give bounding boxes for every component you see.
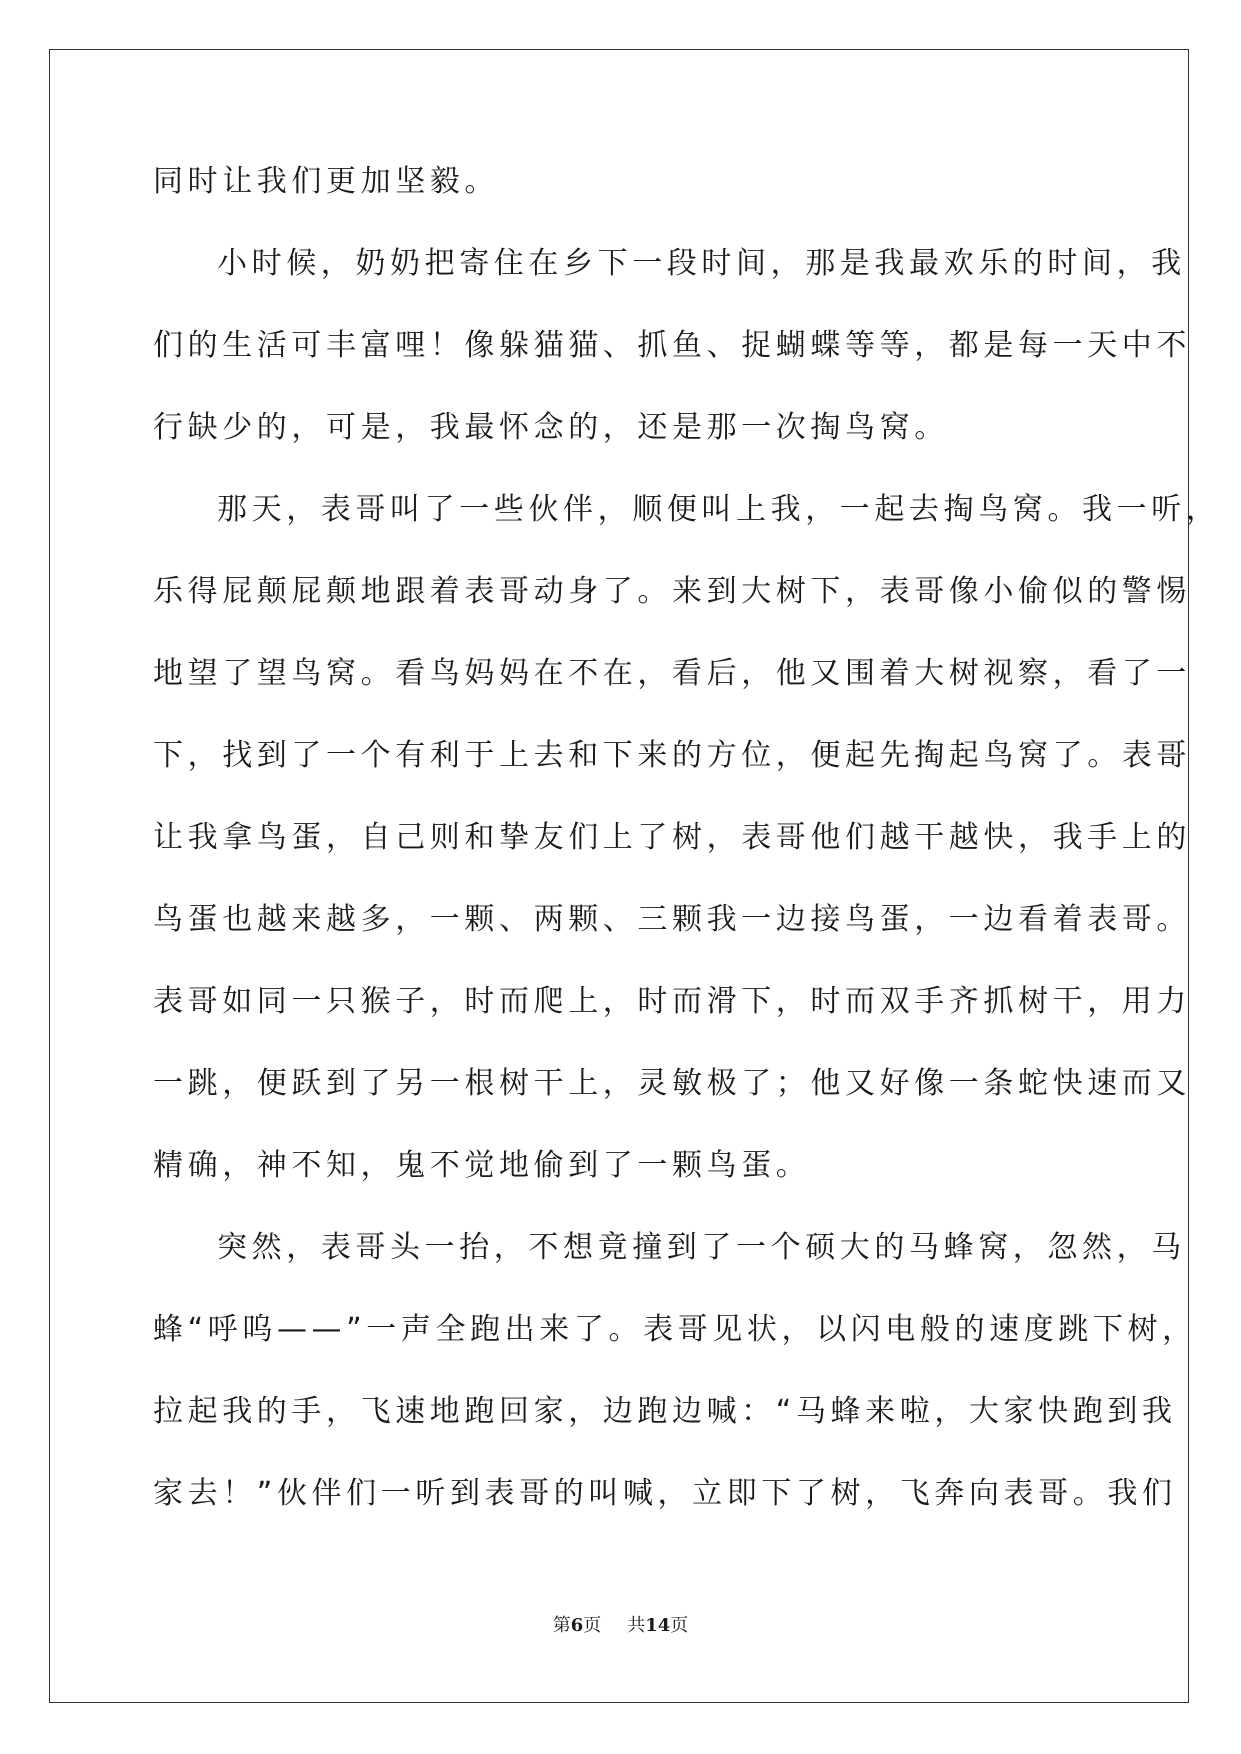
text-line: 突然，表哥头一抬，不想竟撞到了一个硕大的马蜂窝，忽然，马 xyxy=(217,1230,1186,1265)
total-suffix: 页 xyxy=(670,1615,689,1636)
total-prefix: 共 xyxy=(627,1615,646,1636)
page-suffix: 页 xyxy=(583,1615,602,1636)
text-line: 蜂“呼呜——”一声全跑出来了。表哥见状，以闪电般的速度跳下树， xyxy=(153,1312,1197,1347)
text-line: 那天，表哥叫了一些伙伴，顺便叫上我，一起去掏鸟窝。我一听， xyxy=(217,492,1221,527)
text-line: 行缺少的，可是，我最怀念的，还是那一次掏鸟窝。 xyxy=(153,410,949,445)
text-line: 们的生活可丰富哩！像躲猫猫、抓鱼、捉蝴蝶等等，都是每一天中不 xyxy=(153,328,1191,363)
text-line: 精确，神不知，鬼不觉地偷到了一颗鸟蛋。 xyxy=(153,1148,811,1183)
total-pages: 14 xyxy=(645,1615,671,1636)
text-line: 乐得屁颠屁颠地跟着表哥动身了。来到大树下，表哥像小偷似的警惕 xyxy=(153,574,1191,609)
text-line: 一跳，便跃到了另一根树干上，灵敏极了；他又好像一条蛇快速而又 xyxy=(153,1066,1191,1101)
text-line: 鸟蛋也越来越多，一颗、两颗、三颗我一边接鸟蛋，一边看着表哥。 xyxy=(153,902,1191,937)
document-body xyxy=(153,160,1221,1554)
text-line: 小时候，奶奶把寄住在乡下一段时间，那是我最欢乐的时间，我 xyxy=(217,246,1186,281)
page-number: 6 xyxy=(570,1615,584,1636)
page-prefix: 第 xyxy=(552,1615,571,1636)
text-line: 地望了望鸟窝。看鸟妈妈在不在，看后，他又围着大树视察，看了一 xyxy=(153,656,1191,691)
text-line: 让我拿鸟蛋，自己则和挚友们上了树，表哥他们越干越快，我手上的 xyxy=(153,820,1191,855)
text-line: 拉起我的手，飞速地跑回家，边跑边喊：“马蜂来啦，大家快跑到我 xyxy=(153,1394,1177,1429)
text-line: 家去！”伙伴们一听到表哥的叫喊，立即下了树，飞奔向表哥。我们 xyxy=(153,1476,1177,1511)
text-line: 表哥如同一只猴子，时而爬上，时而滑下，时而双手齐抓树干，用力 xyxy=(153,984,1191,1019)
text-line: 下，找到了一个有利于上去和下来的方位，便起先掏起鸟窝了。表哥 xyxy=(153,738,1191,773)
page-footer xyxy=(0,1611,1241,1637)
text-line: 同时让我们更加坚毅。 xyxy=(153,164,499,199)
